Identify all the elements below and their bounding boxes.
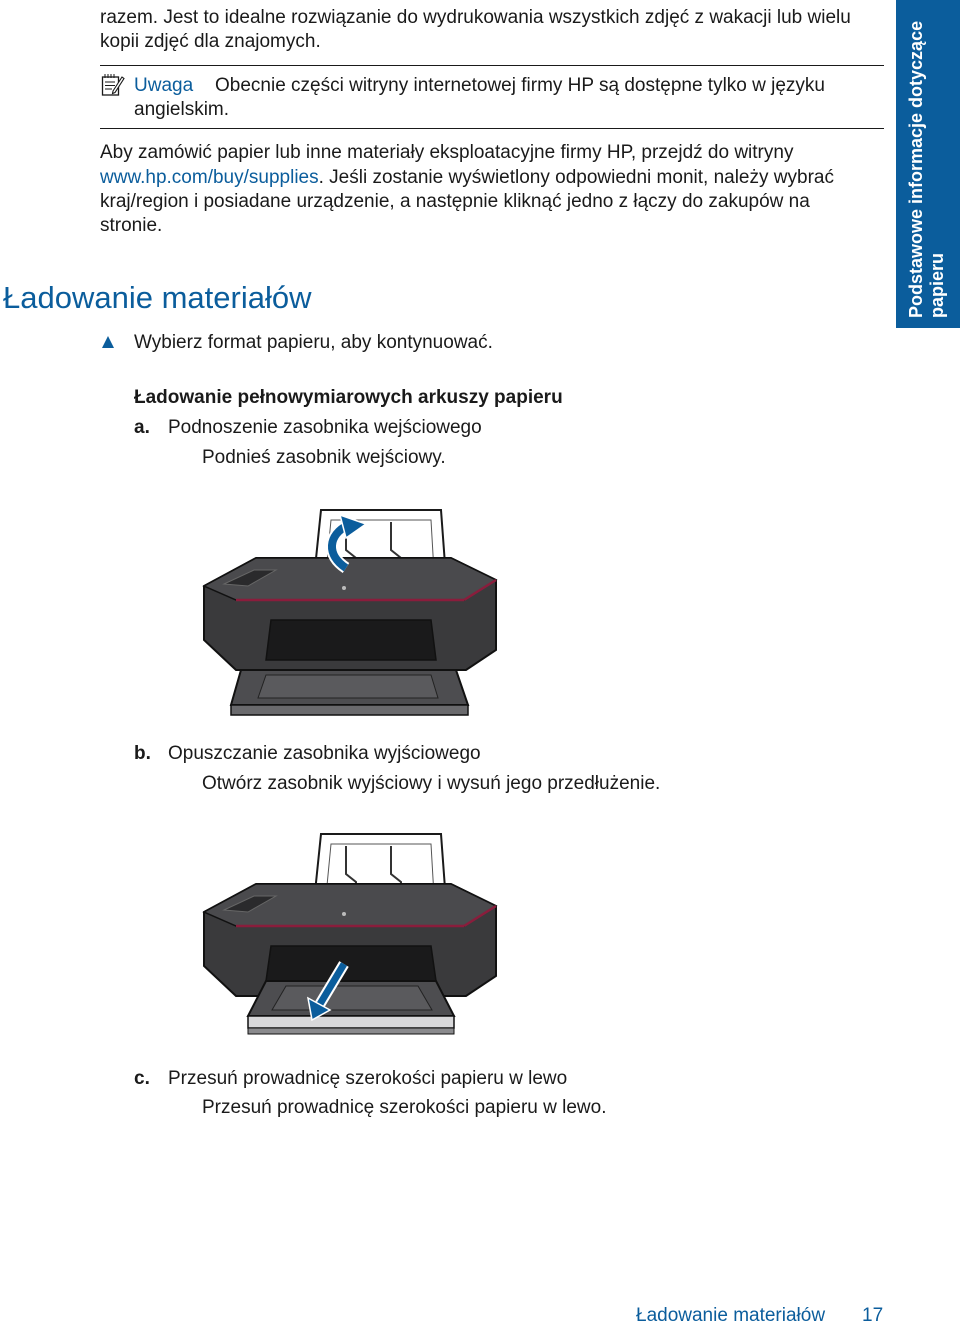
triangle-bullet-icon <box>101 335 115 349</box>
step-c-letter: c. <box>134 1068 150 1089</box>
bullet-text: Wybierz format papieru, aby kontynuować. <box>134 332 493 353</box>
footer-title: Ładowanie materiałów <box>636 1305 826 1326</box>
section-title: Ładowanie materiałów <box>3 280 312 315</box>
step-a-text: Podnieś zasobnik wejściowy. <box>202 447 446 468</box>
note-text-line-2: angielskim. <box>134 99 230 120</box>
supplies-link[interactable]: www.hp.com/buy/supplies <box>100 167 319 188</box>
note-icon <box>101 73 125 97</box>
side-tab-line-1: Podstawowe informacje dotyczące <box>906 20 926 318</box>
note-label: Uwaga <box>134 75 194 96</box>
subsection-title: Ładowanie pełnowymiarowych arkuszy papieru <box>134 387 563 408</box>
step-c-title: Przesuń prowadnicę szerokości papieru w lewo <box>168 1068 568 1089</box>
order-line-4: stronie. <box>100 215 163 236</box>
order-line-2 <box>100 166 834 190</box>
side-tab <box>896 0 960 328</box>
note-text-line-1: Obecnie części witryny internetowej firmy HP są dostępne tylko w języku <box>215 75 826 96</box>
note-bottom-rule <box>100 128 884 129</box>
step-a-letter: a. <box>134 417 150 438</box>
side-tab-label <box>896 0 960 328</box>
step-c-text: Przesuń prowadnicę szerokości papieru w lewo. <box>202 1097 607 1118</box>
step-a-title: Podnoszenie zasobnika wejściowego <box>168 417 482 438</box>
intro-line-1: razem. Jest to idealne rozwiązanie do wydrukowania wszystkich zdjęć z wakacji lub wielu <box>100 7 851 28</box>
printer-illustration-output-tray <box>196 826 506 1051</box>
intro-line-2: kopii zdjęć dla znajomych. <box>100 31 321 52</box>
order-line-2-rest: . Jeśli zostanie wyświetlony odpowiedni monit, należy wybrać <box>318 167 834 188</box>
step-b-letter: b. <box>134 743 151 764</box>
note-top-rule <box>100 65 884 66</box>
printer-illustration-input-tray <box>196 500 506 725</box>
order-line-1: Aby zamówić papier lub inne materiały eksploatacyjne firmy HP, przejdź do witryny <box>100 142 794 163</box>
side-tab-line-2: papieru <box>927 252 947 318</box>
page-number: 17 <box>862 1305 884 1326</box>
order-line-3: kraj/region i posiadane urządzenie, a następnie kliknąć jedno z łączy do zakupów na <box>100 191 810 212</box>
step-b-title: Opuszczanie zasobnika wyjściowego <box>168 743 481 764</box>
step-b-text: Otwórz zasobnik wyjściowy i wysuń jego przedłużenie. <box>202 773 661 794</box>
